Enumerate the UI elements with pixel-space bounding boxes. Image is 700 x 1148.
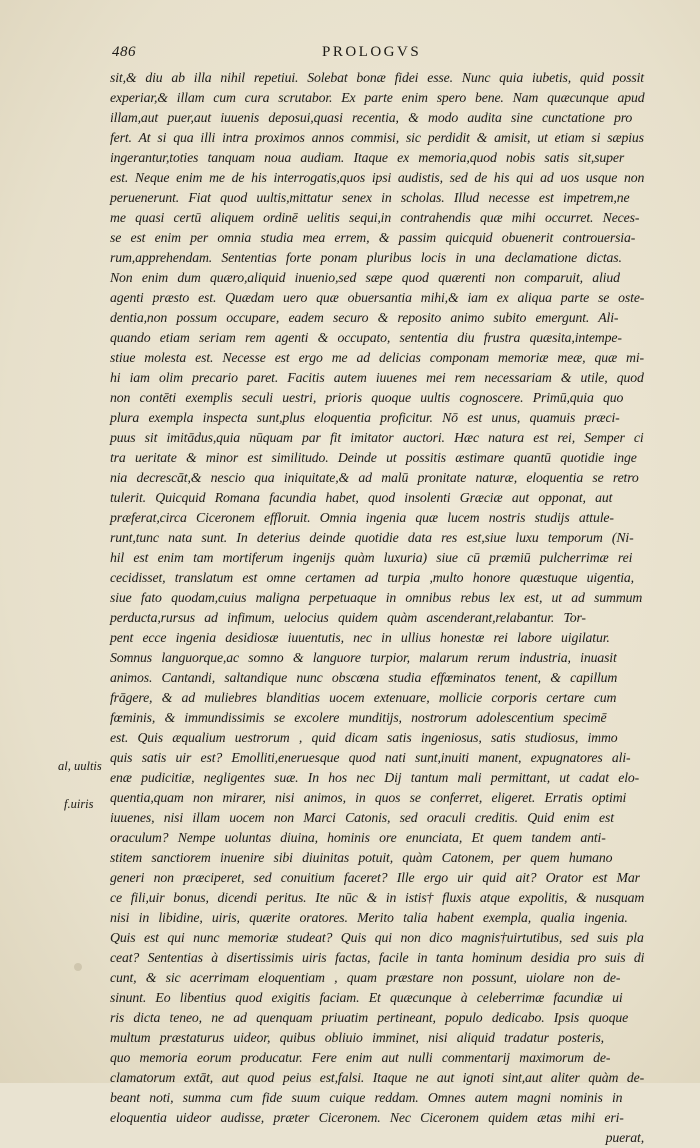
text-line: Somnus languorque,ac somno & languore turpior, malarum rerum industria, inuasit bbox=[110, 650, 617, 665]
text-line: cunt, & sic acerrimam eloquentiam , quam præstare non possunt, uiolare non de- bbox=[110, 970, 621, 985]
text-line: siue fato quodam,cuius maligna perpetuaque in omnibus rebus lex est, ut ad summum bbox=[110, 590, 643, 605]
text-line: eloquentia uideor audisse, præter Ciceronem. Nec Ciceronem quidem ætas mihi eri- bbox=[110, 1110, 624, 1125]
text-line: ingerantur,toties tanquam noua audiam. Itaque ex memoria,quod nobis satis sit,super bbox=[110, 150, 625, 165]
text-line: non contēti exemplis seculi uestri, prioris quoque uultis cognoscere. Primū,quia quo bbox=[110, 390, 624, 405]
text-line: tulerit. Quicquid Romana facundia habet, quod insolenti Græciæ aut opponat, aut bbox=[110, 490, 613, 505]
text-line: clamatorum extāt, aut quod peius est,falsi. Itaque ne aut ignoti sint,aut aliter quàm de- bbox=[110, 1070, 645, 1085]
text-line: tra ueritate & minor est similitudo. Deinde ut possitis æstimare quantū quotidie inge bbox=[110, 450, 637, 465]
page-number: 486 bbox=[112, 44, 136, 60]
text-line: rum,apprehendam. Sententias forte ponam pluribus locis in una declamatione dictas. bbox=[110, 250, 622, 265]
text-line: est. Neque enim me de his interrogatis,quos ipsi audistis, sed de his qui ad uos usque non bbox=[110, 170, 645, 185]
text-line: est. Quis æqualium uestrorum , quid dicam satis ingeniosus, satis studiosus, immo bbox=[110, 730, 618, 745]
page-header bbox=[112, 44, 642, 66]
text-line: generi non præciperet, sed conuitium faceret? Ille ergo uir quid ait? Orator est Mar bbox=[110, 870, 640, 885]
text-line: oraculum? Nempe uoluntas diuina, hominis ore enunciata, Et quem tandem anti- bbox=[110, 830, 606, 845]
margin-note: f.uiris bbox=[64, 797, 94, 811]
text-line: animos. Cantandi, saltandique nunc obscœna studia effœminatos tenent, & capillum bbox=[110, 670, 618, 685]
text-line: Non enim dum quæro,aliquid inuenio,sed sæpe quod quærenti non comparuit, aliud bbox=[110, 270, 620, 285]
text-line: nisi in libidine, uiris, quærite oratores. Merito talia habent exempla, qualia ingenia. bbox=[110, 910, 628, 925]
text-line: se est enim per omnia studia mea errem, & passim quicquid obuenerit controuersia- bbox=[110, 230, 636, 245]
text-line: perducta,rursus ad infimum, uelocius quidem quàm ascenderant,relabantur. Tor- bbox=[110, 610, 586, 625]
text-line: quo memoria eorum producatur. Fere enim aut nulli commentarij maximorum de- bbox=[110, 1050, 611, 1065]
text-line: stiue molesta est. Necesse est ergo me ad delicias componam memoriæ meæ, quæ mi- bbox=[110, 350, 644, 365]
text-line: quando etiam seriam rem agenti & occupato, sententia diu frustra quæsita,intempe- bbox=[110, 330, 622, 345]
text-line: enæ pudicitiæ, negligentes suæ. In hos nec Dij tantum mali permittant, ut cadat elo- bbox=[110, 770, 640, 785]
text-line: pent ecce ingenia desidiosæ iuuentutis, nec in ullius honestæ rei labore uigilatur. bbox=[110, 630, 610, 645]
text-line: hil est enim tam mortiferum ingenijs quàm luxuria) siue cū præmiū pulcherrimæ rei bbox=[110, 550, 633, 565]
text-line: quis satis uir est? Emolliti,eneruesque quod nati sunt,inuiti manent, expugnatores ali- bbox=[110, 750, 631, 765]
body-text bbox=[110, 68, 644, 1148]
text-line: ceat? Sententias à disertissimis uiris factas, facile in tanta hominum desidia pro suis di bbox=[110, 950, 645, 965]
text-line: sit,& diu ab illa nihil repetiui. Solebat bonæ fidei esse. Nunc quia iubetis, quid possit bbox=[110, 70, 644, 85]
text-line: fœminis, & immundissimis se excolere munditijs, nostrorum adolescentium specimē bbox=[110, 710, 607, 725]
text-line: quentia,quam non mirarer, nisi animos, in quos se conferret, eligeret. Erratis optimi bbox=[110, 790, 627, 805]
text-line: ris dicta teneo, ne ad quenquam priuatim pertineant, populo dedicabo. Ipsis quoque bbox=[110, 1010, 629, 1025]
paper-stain bbox=[74, 963, 82, 971]
text-line: multum præstaturus uideor, quibus obliuio imminet, nisi aliquid tradatur posteris, bbox=[110, 1030, 604, 1045]
text-line: agenti præsto est. Quædam uero quæ obuersantia mihi,& iam ex aliqua parte se oste- bbox=[110, 290, 645, 305]
text-line: peruenerunt. Fiat quod uultis,mittatur senex in scholas. Illud necesse est impetrem,ne bbox=[110, 190, 630, 205]
text-line: puerat, bbox=[605, 1130, 644, 1145]
text-line: me quasi certū aliquem ordinē uelitis sequi,in contrahendis quæ mihi occurret. Neces- bbox=[110, 210, 640, 225]
margin-note: al, uultis bbox=[58, 759, 102, 773]
text-line: sinunt. Eo libentius quod exigitis faciam. Et quæcunque à celeberrimæ facundiæ ui bbox=[110, 990, 623, 1005]
text-line: ce fili,uir bonus, dicendi peritus. Ite nūc & in istis† fluxis atque expolitis, & nusquam bbox=[110, 890, 645, 905]
text-line: hi iam olim precario paret. Facitis autem iuuenes mei rem necessariam & utile, quod bbox=[110, 370, 644, 385]
text-line: fert. At si qua illi intra proximos annos commisi, sic perdidit & amisit, ut etiam si sæpius bbox=[110, 130, 644, 145]
text-line: runt,tunc nata sunt. In deterius deinde quotidie data res est,siue luxu temporum (Ni- bbox=[110, 530, 634, 545]
text-line: cecidisset, translatum est omne certamen ad turpia ,multo honore quæstuque uigentia, bbox=[110, 570, 634, 585]
text-line: Quis est qui nunc memoriæ studeat? Quis qui non dico magnis†uirtutibus, sed suis pla bbox=[110, 930, 644, 945]
text-line: dentia,non possum occupare, eadem securo & reposito animo subito emergunt. Ali- bbox=[110, 310, 619, 325]
text-line: stitem sanctiorem inuenire sibi diuinitas potuit, quàm Catonem, per quem humano bbox=[110, 850, 613, 865]
text-line: præferat,circa Ciceronem effloruit. Omnia ingenia quæ lucem nostris studijs attule- bbox=[110, 510, 614, 525]
text-line: beant noti, summa cum fide suum cuique reddam. Omnes autem magni nominis in bbox=[110, 1090, 623, 1105]
text-line: plura exempla inspecta sunt,plus eloquentia proficitur. Nō est unus, quamuis præci- bbox=[110, 410, 620, 425]
text-line: frāgere, & ad muliebres blanditias uocem extenuare, mollicie corporis certare cum bbox=[110, 690, 617, 705]
text-line: illam,aut puer,aut iuuenis deposui,quasi recentia, & modo audita sine cunctatione pro bbox=[110, 110, 633, 125]
text-line: iuuenes, nisi illam uocem non Marci Catonis, sed oraculi creditis. Quid enim est bbox=[110, 810, 614, 825]
text-line: puus sit imitādus,quia nūquam par fit imitator auctori. Hæc natura est rei, Semper ci bbox=[110, 430, 644, 445]
running-head: PROLOGVS bbox=[322, 44, 422, 60]
text-line: experiar,& illam cum cura scrutabor. Ex parte enim spero bene. Nam quæcunque apud bbox=[110, 90, 645, 105]
text-line: nia decrescāt,& nescio qua iniquitate,& ad malū pronitate naturæ, eloquentia se retro bbox=[110, 470, 639, 485]
